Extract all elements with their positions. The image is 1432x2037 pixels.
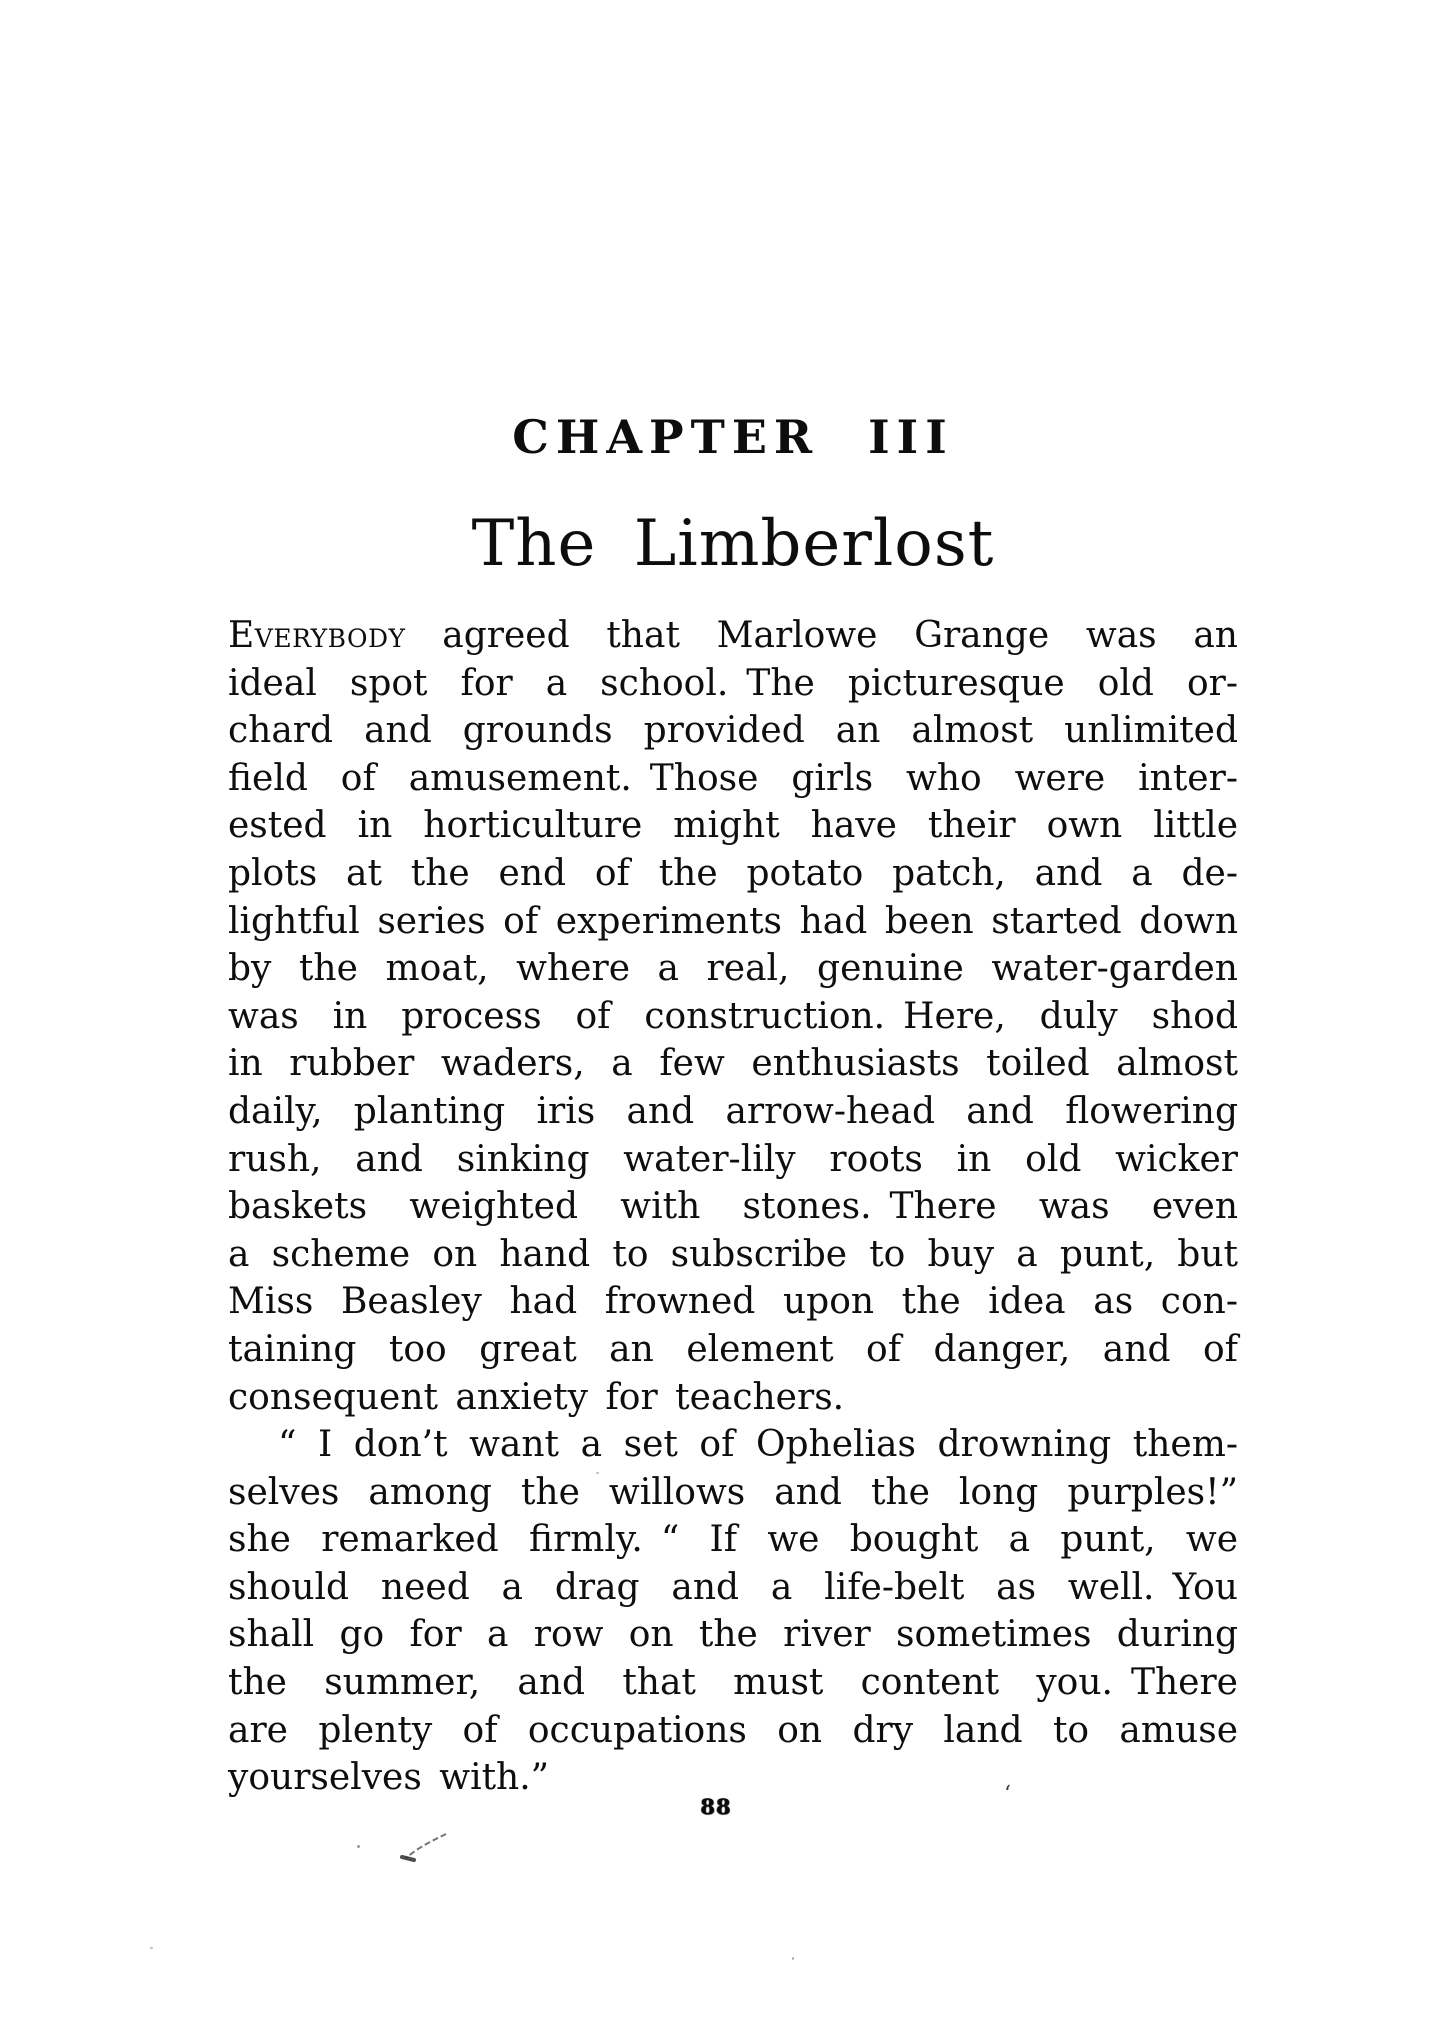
text-line: ested in horticulture might have their own little [228, 805, 1238, 847]
text-line: “ I don’t want a set of Ophelias drowning them- [278, 1424, 1238, 1466]
chapter-heading: CHAPTER III [512, 410, 954, 464]
ink-speck [792, 1957, 794, 1960]
text-line: are plenty of occupations on dry land to amuse [228, 1709, 1238, 1751]
text-line: the summer, and that must content you. There [228, 1662, 1238, 1704]
paragraph [228, 612, 1238, 1421]
text-line: was in process of construction. Here, duly shod [228, 995, 1238, 1037]
ink-speck [596, 1472, 599, 1474]
text-line: ideal spot for a school. The picturesque old or- [228, 662, 1238, 704]
body-text [228, 612, 1238, 1802]
text-line: taining too great an element of danger, and of [228, 1328, 1238, 1370]
page-title: The Limberlost [471, 507, 995, 581]
text-line: a scheme on hand to subscribe to buy a punt, but [228, 1233, 1238, 1275]
pen-mark [398, 1830, 450, 1866]
text-line: Miss Beasley had frowned upon the idea as con- [228, 1281, 1238, 1323]
text-line: should need a drag and a life-belt as well. You [228, 1566, 1238, 1608]
ink-speck [357, 1845, 360, 1848]
text-line: by the moat, where a real, genuine water-garden [228, 948, 1238, 990]
text-line: in rubber waders, a few enthusiasts toiled almost [228, 1043, 1238, 1085]
stray-quote-mark: ‘ [1004, 1782, 1011, 1807]
page-number: 88 [700, 1794, 732, 1819]
text-line: consequent anxiety for teachers. [228, 1376, 845, 1418]
text-line: shall go for a row on the river sometimes during [228, 1614, 1238, 1656]
text-line: chard and grounds provided an almost unlimited [228, 710, 1238, 752]
text-line: she remarked firmly. “ If we bought a punt, we [228, 1519, 1238, 1561]
text-line: baskets weighted with stones. There was even [228, 1186, 1238, 1228]
text-line: plots at the end of the potato patch, and a de- [228, 852, 1238, 894]
text-line: daily, planting iris and arrow-head and flowering [228, 1090, 1238, 1132]
paragraph [228, 1421, 1238, 1802]
text-line: yourselves with.” [228, 1757, 550, 1799]
smallcaps-word: Everybody [228, 615, 406, 656]
text-line: selves among the willows and the long purples!” [228, 1471, 1238, 1513]
text-line: lightful series of experiments had been started down [228, 900, 1238, 942]
ink-speck [150, 1947, 153, 1949]
text-line: field of amusement. Those girls who were inter- [228, 757, 1238, 799]
text-line: rush, and sinking water-lily roots in old wicker [228, 1138, 1238, 1180]
text-line: Everybody agreed that Marlowe Grange was an [228, 615, 1238, 656]
